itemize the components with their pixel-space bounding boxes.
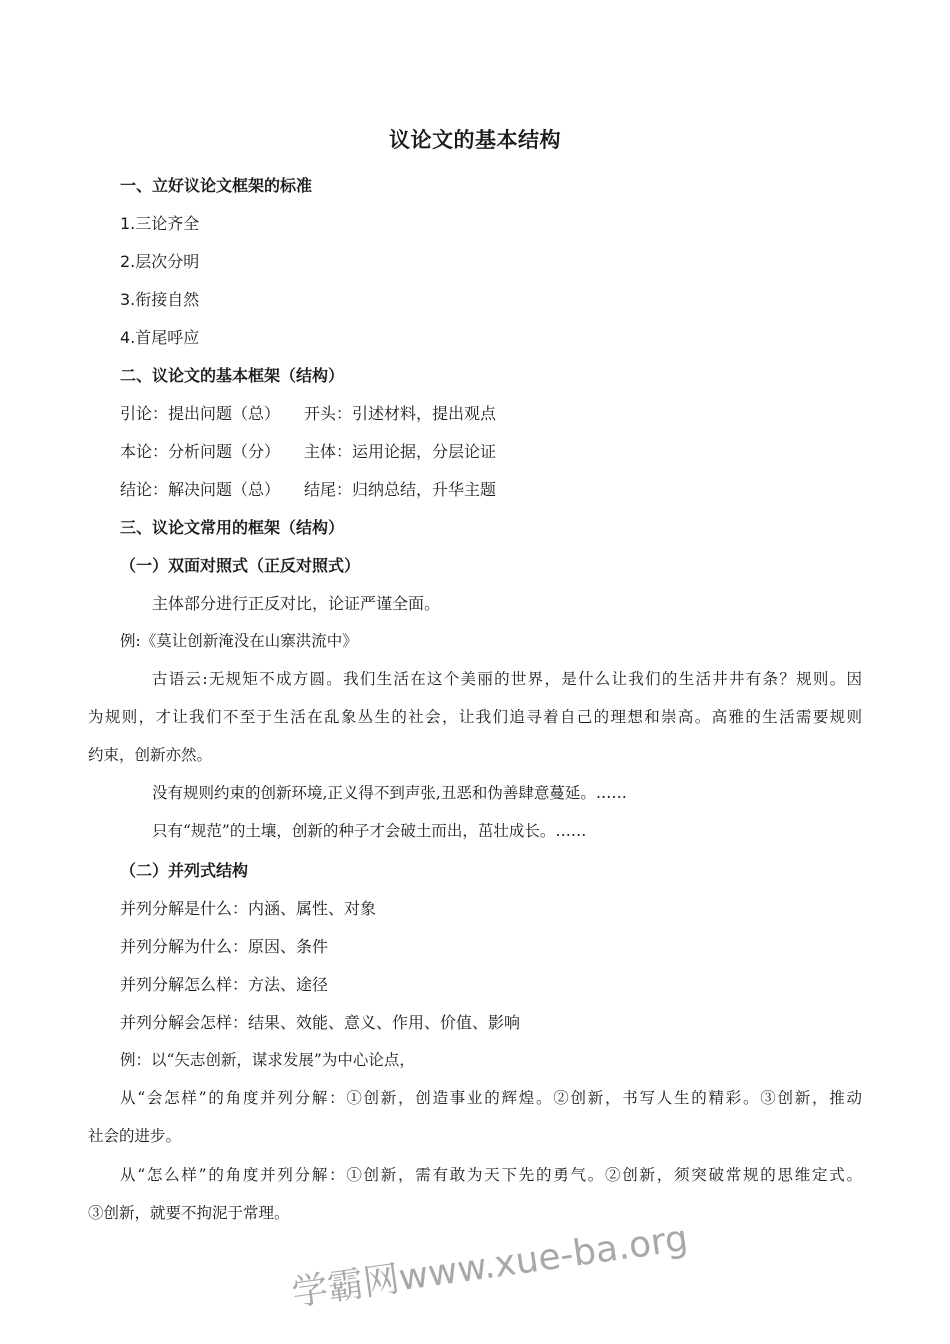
sub2-example: 例：以“矢志创新，谋求发展”为中心论点， [120, 1051, 415, 1069]
sub1-heading: （一）双面对照式（正反对照式） [120, 556, 361, 575]
sub2-item-4: 并列分解会怎样：结果、效能、意义、作用、价值、影响 [120, 1013, 521, 1032]
sub1-para1-line2: 为规则，才让我们不至于生活在乱象丛生的社会，让我们追寻着自己的理想和崇高。高雅的生活需要规则 [88, 708, 864, 726]
sub2-heading: （二）并列式结构 [120, 861, 249, 880]
sub1-para1-line3: 约束，创新亦然。 [88, 746, 213, 764]
sub2-item-1: 并列分解是什么：内涵、属性、对象 [120, 899, 377, 918]
section1-heading: 一、立好议论文框架的标准 [120, 176, 313, 195]
framework-row-3-right: 结尾：归纳总结，升华主题 [304, 480, 497, 499]
section1-item-2: 2.层次分明 [120, 252, 200, 271]
framework-row-1-right: 开头：引述材料，提出观点 [304, 404, 497, 423]
sub1-description: 主体部分进行正反对比，论证严谨全面。 [152, 594, 441, 613]
sub2-para1-line1: 从“会怎样”的角度并列分解：①创新，创造事业的辉煌。②创新，书写人生的精彩。③创新，推动 [120, 1089, 864, 1107]
watermark-text: 学霸网www.xue-ba.org [289, 1218, 691, 1315]
sub1-example-title: 例:《莫让创新淹没在山寨洪流中》 [120, 632, 358, 650]
sub1-para2: 没有规则约束的创新环境,正义得不到声张,丑恶和伪善肆意蔓延。…… [152, 784, 627, 802]
section3-heading: 三、议论文常用的框架（结构） [120, 518, 345, 537]
sub2-para1-line2: 社会的进步。 [88, 1127, 182, 1145]
document-title: 议论文的基本结构 [389, 128, 561, 152]
section1-item-4: 4.首尾呼应 [120, 328, 200, 347]
section1-item-3: 3.衔接自然 [120, 290, 200, 309]
framework-row-2-left: 本论：分析问题（分） [120, 442, 281, 461]
sub2-item-3: 并列分解怎么样：方法、途径 [120, 975, 329, 994]
framework-row-2-right: 主体：运用论据，分层论证 [304, 442, 497, 461]
section1-item-1: 1.三论齐全 [120, 214, 200, 233]
sub2-item-2: 并列分解为什么：原因、条件 [120, 937, 329, 956]
framework-row-3-left: 结论：解决问题（总） [120, 480, 281, 499]
sub2-para2-line1: 从“怎么样”的角度并列分解：①创新，需有敢为天下先的勇气。②创新，须突破常规的思维定式。 [120, 1166, 864, 1184]
framework-row-1-left: 引论：提出问题（总） [120, 404, 281, 423]
sub2-para2-line2: ③创新，就要不拘泥于常理。 [88, 1204, 290, 1222]
sub1-para3: 只有“规范”的土壤，创新的种子才会破土而出，茁壮成长。…… [152, 822, 587, 840]
sub1-para1-line1: 古语云:无规矩不成方圆。我们生活在这个美丽的世界，是什么让我们的生活井井有条？规则。因 [152, 670, 864, 688]
section2-heading: 二、议论文的基本框架（结构） [120, 366, 345, 385]
